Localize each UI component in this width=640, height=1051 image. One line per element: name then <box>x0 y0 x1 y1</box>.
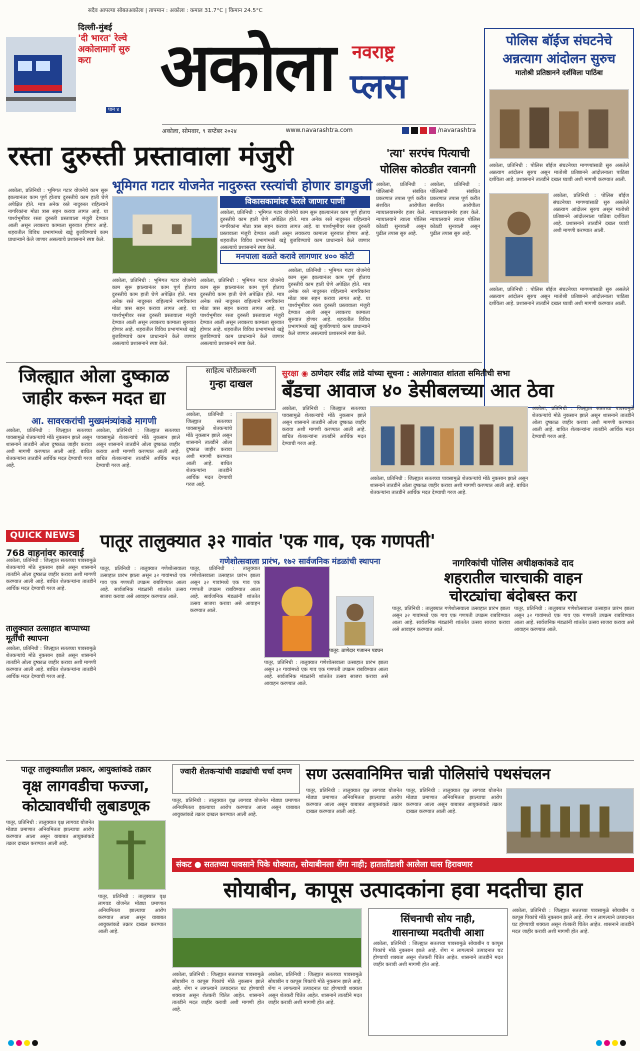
bottom-body-3: अकोला, प्रतिनिधी : जिल्ह्यात सततच्या पावसामुळे सोयाबीन व कापूस पिकांचे मोठे नुकसान झाले आहे. शेंगा न लागल्याने उत्पादनात घट होण्याची शक्यता असून शेतकरी चिंतेत आहेत. शासनाने तातडीने मदत जाहीर करावी अशी मागणी होत आहे. <box>512 908 634 935</box>
lead-body-col1: अकोला, प्रतिनिधी : भूमिगत गटार योजनेचे काम सुरू झाल्यानंतर काम पूर्ण होताच दुरुस्तीचे काम हाती घेणे अपेक्षित होते. मात्र अनेक रस्ते नादुरुस्त राहिल्याने नागरिकांना मोठा त्रास सहन करावा लागत आहे. या पार्श्वभूमीवर रस्ता दुरुस्ती प्रस्तावाला मंजुरी देण्यात आली असून लवकरच कामाला सुरुवात होणार आहे. शहरातील विविध प्रभागांमध्ये खड्डे बुजविण्याचे काम प्राधान्याने केले जाणार असल्याचे प्रशासनाने स्पष्ट केले. <box>8 188 108 243</box>
quick-news-2-body: अकोला, प्रतिनिधी : जिल्ह्यात सततच्या पावसामुळे शेतकऱ्यांचे मोठे नुकसान झाले असून शासनाने तातडीने ओला दुष्काळ जाहीर करावा अशी मागणी करण्यात आली आहे. बाधित शेतकऱ्यांना तातडीने आर्थिक मदत देण्याची गरज आहे. <box>6 646 96 680</box>
city-subhead: नागरिकांची पोलिस अधीक्षकांकडे दाद <box>452 559 574 569</box>
patur-headline[interactable]: पातूर तालुक्यात ३२ गावांत 'एक गाव, एक गणपती' <box>100 531 436 552</box>
train-title: 'दी भारत' रेल्वे अकोलामार्गे सुरु करा <box>78 34 130 66</box>
irrigation-headline-1: सिंचनाची सोय नाही, <box>400 914 476 925</box>
social-handle: /navarashtra <box>437 127 476 134</box>
brand-plus: प्लस <box>350 67 408 107</box>
police-boys-photo <box>489 89 629 159</box>
patur-body: पातूर, प्रतिनिधी : तालुक्यात गणेशोत्सवाला उत्साहात प्रारंभ झाला असून ३२ गावांमध्ये एक गाव एक गणपती उपक्रम राबविण्यात आला आहे. सार्वजनिक मंडळांनी शांततेत उत्सव साजरा करावा असे आवाहन करण्यात आले. <box>100 566 186 600</box>
masthead-title: अकोला <box>160 29 335 106</box>
irrigation-headline-2: शासनाच्या मदतीची आशा <box>392 928 484 939</box>
x-icon[interactable] <box>411 127 418 134</box>
drought-headline-2: जाहीर करून मदत द्या <box>22 388 166 409</box>
kicker-text: ठाणेदार रवींद्र लांडे यांच्या सूचना : आलेगावात शांतता समितीची सभा <box>311 369 510 378</box>
quick-news-1[interactable]: 768 वाहनांवर कारवाई <box>6 549 84 559</box>
farm-body: पातूर, प्रतिनिधी : तालुक्यात वृक्ष लागवड योजनेत मोठ्या प्रमाणात अनियमितता झाल्याचा आरोप करण्यात आला असून याबाबत आयुक्तांकडे तक्रार दाखल करण्यात आली आहे. <box>172 798 300 818</box>
lead-subhead: भूमिगत गटार योजनेत नादुरुस्त रस्त्यांची होणार डागडुजी <box>112 179 373 194</box>
ganesh-idol-photo <box>264 566 330 658</box>
registration-marks-right <box>596 1040 626 1046</box>
irrigation-box[interactable] <box>368 908 508 1036</box>
crisis-bar: संकट ● सततच्या पावसाने पिके धोक्यात, सोयाबीनला शेंगा नाही; हातातोंडाशी आलेला घास हिरावणार <box>172 858 634 872</box>
bottom-headline[interactable]: सोयाबीन, कापूस उत्पादकांना हवा मदतीचा हात <box>223 878 583 902</box>
youtube-icon[interactable] <box>420 127 427 134</box>
city-headline-1[interactable]: शहरातील चारचाकी वाहन <box>443 569 583 587</box>
facebook-icon[interactable] <box>402 127 409 134</box>
tree-body-2: पातूर, प्रतिनिधी : तालुक्यात वृक्ष लागवड योजनेत मोठ्या प्रमाणात अनियमितता झाल्याचा आरोप करण्यात आला असून याबाबत आयुक्तांकडे तक्रार दाखल करण्यात आली आहे. <box>98 894 166 935</box>
sarpanch-body-2: अकोला, प्रतिनिधी : पोलिसांनी संबंधित प्रकरणात तपास पूर्ण करीत संशयित आरोपीला न्यायालयासमोर हजर केले. न्यायालयाने त्याला पोलिस कोठडी सुनावली असून पुढील तपास सुरु आहे. <box>430 182 480 237</box>
crisis-label: संकट <box>176 860 192 869</box>
officer-caption: पातूर: ठाणेदार गजानन पडघन <box>329 648 383 654</box>
crisis-text: सततच्या पावसाने पिके धोक्यात, सोयाबीनला शेंगा नाही; हातातोंडाशी आलेला घास हिरावणार <box>204 860 473 869</box>
bottom-body-2: अकोला, प्रतिनिधी : जिल्ह्यात सततच्या पावसामुळे सोयाबीन व कापूस पिकांचे मोठे नुकसान झाले आहे. शेंगा न लागल्याने उत्पादनात घट होण्याची शक्यता असून शेतकरी चिंतेत आहेत. शासनाने तातडीने मदत जाहीर करावी अशी मागणी होत आहे. <box>268 972 362 1006</box>
officer-portrait <box>336 596 374 646</box>
patur-body-2: पातूर, प्रतिनिधी : तालुक्यात गणेशोत्सवाला उत्साहात प्रारंभ झाला असून ३२ गावांमध्ये एक गाव एक गणपती उपक्रम राबविण्यात आला आहे. सार्वजनिक मंडळांनी शांततेत उत्सव साजरा करावा असे आवाहन करण्यात आले. <box>190 566 260 614</box>
lead-body-col4: अकोला, प्रतिनिधी : भूमिगत गटार योजनेचे काम सुरू झाल्यानंतर काम पूर्ण होताच दुरुस्तीचे काम हाती घेणे अपेक्षित होते. मात्र अनेक रस्ते नादुरुस्त राहिल्याने नागरिकांना मोठा त्रास सहन करावा लागत आहे. या पार्श्वभूमीवर रस्ता दुरुस्ती प्रस्तावाला मंजुरी देण्यात आली असून लवकरच कामाला सुरुवात होणार आहे. शहरातील विविध प्रभागांमध्ये खड्डे बुजविण्याचे काम प्राधान्याने केले जाणार असल्याचे प्रशासनाने स्पष्ट केले. <box>288 268 370 337</box>
bottom-body: अकोला, प्रतिनिधी : जिल्ह्यात सततच्या पावसामुळे सोयाबीन व कापूस पिकांचे मोठे नुकसान झाले आहे. शेंगा न लागल्याने उत्पादनात घट होण्याची शक्यता असून शेतकरी चिंतेत आहेत. शासनाने तातडीने मदत जाहीर करावी अशी मागणी होत आहे. <box>172 972 264 1013</box>
drought-body-2: अकोला, प्रतिनिधी : जिल्ह्यात सततच्या पावसामुळे शेतकऱ्यांचे मोठे नुकसान झाले असून शासनाने तातडीने ओला दुष्काळ जाहीर करावा अशी मागणी करण्यात आली आहे. बाधित शेतकऱ्यांना तातडीने आर्थिक मदत देण्याची गरज आहे. <box>96 428 180 469</box>
police-boys-headline-2: अन्नत्याग आंदोलन सुरुच <box>502 52 616 67</box>
ganesh-subhead: गणेशोत्सवाला प्रारंभ, १७२ सार्वजनिक मंडळांची स्थापना <box>219 557 381 566</box>
band-headline[interactable]: बँडचा आवाज ४० डेसीबलच्या आत ठेवा <box>282 380 554 402</box>
social-icons[interactable] <box>402 127 476 134</box>
lead-headline[interactable]: रस्ता दुरुस्ती प्रस्तावाला मंजुरी <box>8 141 294 172</box>
kicker-label: सुरक्षा <box>282 369 299 378</box>
lead-box-1: विकासकामांवर फेरले जाणार पाणी <box>220 196 370 208</box>
police-march-body-2: पातूर, प्रतिनिधी : तालुक्यात वृक्ष लागवड योजनेत मोठ्या प्रमाणात अनियमितता झाल्याचा आरोप करण्यात आला असून याबाबत आयुक्तांकडे तक्रार दाखल करण्यात आली आहे. <box>406 788 502 815</box>
police-boys-box[interactable] <box>484 28 634 408</box>
band-body: अकोला, प्रतिनिधी : जिल्ह्यात सततच्या पावसामुळे शेतकऱ्यांचे मोठे नुकसान झाले असून शासनाने तातडीने ओला दुष्काळ जाहीर करावा अशी मागणी करण्यात आली आहे. बाधित शेतकऱ्यांना तातडीने आर्थिक मदत देण्याची गरज आहे. <box>282 406 366 447</box>
quick-news-2[interactable]: तालुक्यात उत्साहात बाप्पाच्या मूर्तींची स्थापना <box>6 624 90 643</box>
website-link[interactable]: www.navarashtra.com <box>285 127 353 134</box>
lead-body-col3: अकोला, प्रतिनिधी : भूमिगत गटार योजनेचे काम सुरू झाल्यानंतर काम पूर्ण होताच दुरुस्तीचे काम हाती घेणे अपेक्षित होते. मात्र अनेक रस्ते नादुरुस्त राहिल्याने नागरिकांना मोठा त्रास सहन करावा लागत आहे. या पार्श्वभूमीवर रस्ता दुरुस्ती प्रस्तावाला मंजुरी देण्यात आली असून लवकरच कामाला सुरुवात होणार आहे. शहरातील विविध प्रभागांमध्ये खड्डे बुजविण्याचे काम प्राधान्याने केले जाणार असल्याचे प्रशासनाने स्पष्ट केले. <box>200 278 284 347</box>
police-march-body: पातूर, प्रतिनिधी : तालुक्यात वृक्ष लागवड योजनेत मोठ्या प्रमाणात अनियमितता झाल्याचा आरोप करण्यात आला असून याबाबत आयुक्तांकडे तक्रार दाखल करण्यात आली आहे. <box>306 788 402 815</box>
brand-navarashtra: नवराष्ट्र <box>352 42 395 63</box>
lead-box-2: मनपाला वळते करावे लागणार ४०० कोटी <box>220 250 370 264</box>
quick-news-label: QUICK NEWS <box>6 530 79 542</box>
police-march-photo <box>506 788 634 854</box>
farm-box[interactable] <box>172 764 300 794</box>
train-photo <box>6 37 76 112</box>
tree-photo <box>98 820 166 890</box>
instagram-icon[interactable] <box>429 127 436 134</box>
train-page-ref: पान ४ <box>108 107 120 113</box>
soybean-photo <box>172 908 362 968</box>
quick-news-1-body: अकोला, प्रतिनिधी : जिल्ह्यात सततच्या पावसामुळे शेतकऱ्यांचे मोठे नुकसान झाले असून शासनाने तातडीने ओला दुष्काळ जाहीर करावा अशी मागणी करण्यात आली आहे. बाधित शेतकऱ्यांना तातडीने आर्थिक मदत देण्याची गरज आहे. <box>6 558 96 592</box>
police-boys-headline-1: पोलिस बॉईज संघटनेचे <box>505 34 613 49</box>
lead-box-body: अकोला, प्रतिनिधी : भूमिगत गटार योजनेचे काम सुरू झाल्यानंतर काम पूर्ण होताच दुरुस्तीचे काम हाती घेणे अपेक्षित होते. मात्र अनेक रस्ते नादुरुस्त राहिल्याने नागरिकांना मोठा त्रास सहन करावा लागत आहे. या पार्श्वभूमीवर रस्ता दुरुस्ती प्रस्तावाला मंजुरी देण्यात आली असून लवकरच कामाला सुरुवात होणार आहे. शहरातील विविध प्रभागांमध्ये खड्डे बुजविण्याचे काम प्राधान्याने केले जाणार असल्याचे प्रशासनाने स्पष्ट केले. <box>220 210 370 251</box>
literature-tag: साहित्य चोरीप्रकरणी <box>205 367 257 375</box>
train-teaser[interactable] <box>6 22 138 118</box>
sarpanch-body: अकोला, प्रतिनिधी : पोलिसांनी संबंधित प्रकरणात तपास पूर्ण करीत संशयित आरोपीला न्यायालयासमोर हजर केले. न्यायालयाने त्याला पोलिस कोठडी सुनावली असून पुढील तपास सुरु आहे. <box>376 182 426 237</box>
drought-body: अकोला, प्रतिनिधी : जिल्ह्यात सततच्या पावसामुळे शेतकऱ्यांचे मोठे नुकसान झाले असून शासनाने तातडीने ओला दुष्काळ जाहीर करावा अशी मागणी करण्यात आली आहे. बाधित शेतकऱ्यांना तातडीने आर्थिक मदत देण्याची गरज आहे. <box>6 428 92 469</box>
band-photo <box>370 406 528 472</box>
literature-box[interactable] <box>186 366 276 410</box>
drought-headline-1[interactable]: जिल्ह्यात ओला दुष्काळ <box>18 366 170 387</box>
tree-headline-2: कोट्यावधींची लुबाडणूक <box>22 797 150 815</box>
police-boys-photo-2 <box>489 193 549 283</box>
tree-subhead: पातूर तालुक्यातील प्रकार, आयुक्तांकडे तक्रार <box>21 765 151 774</box>
literature-headline: गुन्हा दाखल <box>209 379 253 390</box>
city-body-2: पातूर, प्रतिनिधी : तालुक्यात गणेशोत्सवाला उत्साहात प्रारंभ झाला असून ३२ गावांमध्ये एक गाव एक गणपती उपक्रम राबविण्यात आला आहे. सार्वजनिक मंडळांनी शांततेत उत्सव साजरा करावा असे आवाहन करण्यात आले. <box>514 606 634 633</box>
band-body-3: अकोला, प्रतिनिधी : जिल्ह्यात सततच्या पावसामुळे शेतकऱ्यांचे मोठे नुकसान झाले असून शासनाने तातडीने ओला दुष्काळ जाहीर करावा अशी मागणी करण्यात आली आहे. बाधित शेतकऱ्यांना तातडीने आर्थिक मदत देण्याची गरज आहे. <box>532 406 634 440</box>
patur-body-3: पातूर, प्रतिनिधी : तालुक्यात गणेशोत्सवाला उत्साहात प्रारंभ झाला असून ३२ गावांमध्ये एक गाव एक गणपती उपक्रम राबविण्यात आला आहे. सार्वजनिक मंडळांनी शांततेत उत्सव साजरा करावा असे आवाहन करण्यात आले. <box>264 660 388 687</box>
weather-strip: सदैव आपल्या सोबतअकोला | तापमान : अकोला : कमाल 31.7°C | किमान 24.5°C <box>88 8 263 14</box>
police-boys-sub: मातोश्री प्रतिष्ठानने दर्शविला पाठिंबा <box>515 69 603 77</box>
dateline: अकोला, सोमवार, ९ सप्टेंबर २०२४ <box>162 127 237 135</box>
registration-marks-left <box>8 1040 38 1046</box>
police-march-headline[interactable]: सण उत्सवानिमित्त चान्नी पोलिसांचे पथसंचलन <box>306 765 551 783</box>
sarpanch-headline[interactable]: 'त्या' सरपंच पित्याची पोलिस कोठडीत रवानगी <box>380 147 476 176</box>
literature-body: अकोला, प्रतिनिधी : जिल्ह्यात सततच्या पावसामुळे शेतकऱ्यांचे मोठे नुकसान झाले असून शासनाने तातडीने ओला दुष्काळ जाहीर करावा अशी मागणी करण्यात आली आहे. बाधित शेतकऱ्यांना तातडीने आर्थिक मदत देण्याची गरज आहे. <box>186 412 232 488</box>
drought-sub: आ. सावरकरांची मुख्यमंत्र्यांकडे मागणी <box>31 417 157 427</box>
tree-body: पातूर, प्रतिनिधी : तालुक्यात वृक्ष लागवड योजनेत मोठ्या प्रमाणात अनियमितता झाल्याचा आरोप करण्यात आला असून याबाबत आयुक्तांकडे तक्रार दाखल करण्यात आली आहे. <box>6 820 94 847</box>
city-headline-2: चोरट्यांचा बंदोबस्त करा <box>449 587 577 605</box>
band-body-2: अकोला, प्रतिनिधी : जिल्ह्यात सततच्या पावसामुळे शेतकऱ्यांचे मोठे नुकसान झाले असून शासनाने तातडीने ओला दुष्काळ जाहीर करावा अशी मागणी करण्यात आली आहे. बाधित शेतकऱ्यांना तातडीने आर्थिक मदत देण्याची गरज आहे. <box>370 476 528 496</box>
irrigation-body: अकोला, प्रतिनिधी : जिल्ह्यात सततच्या पावसामुळे सोयाबीन व कापूस पिकांचे मोठे नुकसान झाले आहे. शेंगा न लागल्याने उत्पादनात घट होण्याची शक्यता असून शेतकरी चिंतेत आहेत. शासनाने तातडीने मदत जाहीर करावी अशी मागणी होत आहे. <box>373 941 503 968</box>
farm-subhead: ज्वारी शेतकऱ्यांची वाढ्यांची चर्चा दमण <box>180 767 292 776</box>
tree-headline-1[interactable]: वृक्ष लागवडीचा फज्जा, <box>22 777 150 795</box>
literature-photo <box>236 412 278 452</box>
police-boys-body-2: अकोला, प्रतिनिधी : पोलिस बॉईज संघटनेच्या मागण्यांसाठी सुरु असलेले अन्नत्याग आंदोलन सुरुच असून मातोश्री प्रतिष्ठानने आंदोलनाला पाठिंबा दर्शविला आहे. प्रशासनाने तातडीने दखल घ्यावी अशी मागणी करण्यात आली. <box>553 193 629 234</box>
train-city: दिल्ली-मुंबई <box>78 23 113 32</box>
lead-body-col2: अकोला, प्रतिनिधी : भूमिगत गटार योजनेचे काम सुरू झाल्यानंतर काम पूर्ण होताच दुरुस्तीचे काम हाती घेणे अपेक्षित होते. मात्र अनेक रस्ते नादुरुस्त राहिल्याने नागरिकांना मोठा त्रास सहन करावा लागत आहे. या पार्श्वभूमीवर रस्ता दुरुस्ती प्रस्तावाला मंजुरी देण्यात आली असून लवकरच कामाला सुरुवात होणार आहे. शहरातील विविध प्रभागांमध्ये खड्डे बुजविण्याचे काम प्राधान्याने केले जाणार असल्याचे प्रशासनाने स्पष्ट केले. <box>112 278 196 347</box>
city-body: पातूर, प्रतिनिधी : तालुक्यात गणेशोत्सवाला उत्साहात प्रारंभ झाला असून ३२ गावांमध्ये एक गाव एक गणपती उपक्रम राबविण्यात आला आहे. सार्वजनिक मंडळांनी शांततेत उत्सव साजरा करावा असे आवाहन करण्यात आले. <box>392 606 510 633</box>
kicker-line: सुरक्षा ◉ ठाणेदार रवींद्र लांडे यांच्या सूचना : आलेगावात शांतता समितीची सभा <box>282 369 510 378</box>
police-boys-body-3: अकोला, प्रतिनिधी : पोलिस बॉईज संघटनेच्या मागण्यांसाठी सुरु असलेले अन्नत्याग आंदोलन सुरुच असून मातोश्री प्रतिष्ठानने आंदोलनाला पाठिंबा दर्शविला आहे. प्रशासनाने तातडीने दखल घ्यावी अशी मागणी करण्यात आली. <box>489 287 629 307</box>
lead-photo <box>112 196 218 274</box>
police-boys-body: अकोला, प्रतिनिधी : पोलिस बॉईज संघटनेच्या मागण्यांसाठी सुरु असलेले अन्नत्याग आंदोलन सुरुच असून मातोश्री प्रतिष्ठानने आंदोलनाला पाठिंबा दर्शविला आहे. प्रशासनाने तातडीने दखल घ्यावी अशी मागणी करण्यात आली. <box>489 163 629 183</box>
dateline-bar <box>162 124 476 136</box>
